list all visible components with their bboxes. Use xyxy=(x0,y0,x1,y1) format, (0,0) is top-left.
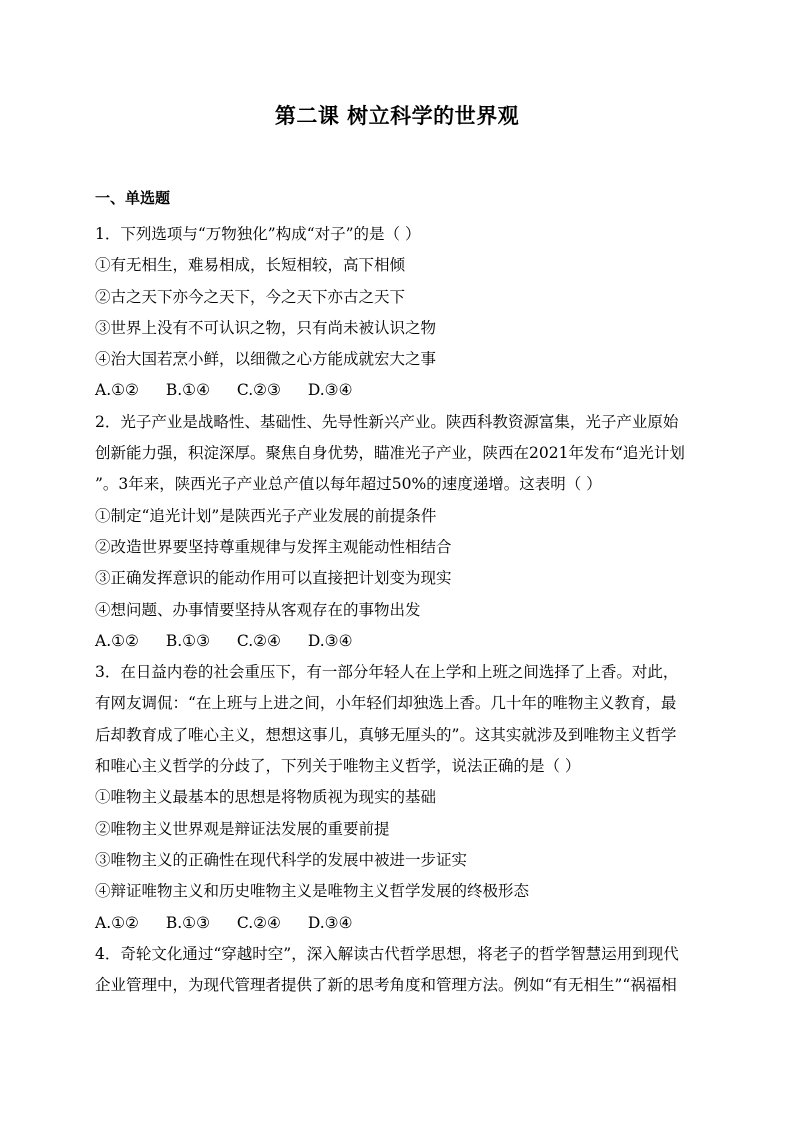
question-2-statement-2: ②改造世界要坚持尊重规律与发挥主观能动性相结合 xyxy=(95,537,452,556)
question-3-stem-line-2: 有网友调侃：“在上班与上进之间，小年轻们却独选上香。几十年的唯物主义教育，最 xyxy=(95,694,677,713)
question-2-statement-3: ③正确发挥意识的能动作用可以直接把计划变为现实 xyxy=(95,569,452,588)
question-3-choice-d: D.③④ xyxy=(307,913,353,932)
question-3-statement-3: ③唯物主义的正确性在现代科学的发展中被进一步证实 xyxy=(95,850,468,869)
question-3-stem-line-1: 3．在日益内卷的社会重压下，有一部分年轻人在上学和上班之间选择了上香。对此， xyxy=(95,663,679,682)
question-3-stem-line-3: 后却教育成了唯心主义，想想这事儿，真够无厘头的”。这其实就涉及到唯物主义哲学 xyxy=(95,725,677,744)
question-1-choice-c: C.②③ xyxy=(236,381,281,400)
question-3-stem-line-4: 和唯心主义哲学的分歧了，下列关于唯物主义哲学，说法正确的是（ ） xyxy=(95,757,581,776)
question-3 xyxy=(95,657,699,939)
question-1-choice-a: A.①② xyxy=(95,381,139,400)
question-3-choices xyxy=(95,908,699,939)
question-2-statement-4: ④想问题、办事情要坚持从客观存在的事物出发 xyxy=(95,600,421,619)
question-2-choice-d: D.③④ xyxy=(307,631,353,650)
question-3-choice-b: B.①③ xyxy=(165,913,210,932)
question-3-statement-2: ②唯物主义世界观是辩证法发展的重要前提 xyxy=(95,819,390,838)
question-1-choices xyxy=(95,375,699,406)
question-3-choice-c: C.②④ xyxy=(236,913,281,932)
question-1-statement-2: ②古之天下亦今之天下，今之天下亦古之天下 xyxy=(95,287,406,306)
question-3-statement-4: ④辩证唯物主义和历史唯物主义是唯物主义哲学发展的终极形态 xyxy=(95,882,530,901)
question-2-stem-line-3: ”。3年来，陕西光子产业总产值以每年超过50%的速度递增。这表明（ ） xyxy=(95,475,602,494)
question-1-statement-3: ③世界上没有不可认识之物，只有尚未被认识之物 xyxy=(95,318,437,337)
question-2-choice-b: B.①③ xyxy=(165,631,210,650)
question-3-choice-a: A.①② xyxy=(95,913,139,932)
section-heading: 一、单选题 xyxy=(95,189,171,207)
question-1-statement-4: ④治大国若烹小鲜，以细微之心方能成就宏大之事 xyxy=(95,350,437,369)
question-1 xyxy=(95,219,699,407)
question-1-choice-b: B.①④ xyxy=(165,381,210,400)
question-list xyxy=(95,219,699,1001)
question-2-stem-line-1: 2．光子产业是战略性、基础性、先导性新兴产业。陕西科教资源富集，光子产业原始 xyxy=(95,412,679,431)
question-2-stem-line-2: 创新能力强，积淀深厚。聚焦自身优势，瞄准光子产业，陕西在2021年发布“追光计划 xyxy=(95,444,685,463)
document-title: 第二课 树立科学的世界观 xyxy=(274,104,520,128)
question-2 xyxy=(95,407,699,657)
question-2-choices xyxy=(95,626,699,657)
question-3-statement-1: ①唯物主义最基本的思想是将物质视为现实的基础 xyxy=(95,788,437,807)
question-2-choice-c: C.②④ xyxy=(236,631,281,650)
question-1-choice-d: D.③④ xyxy=(307,381,353,400)
question-2-statement-1: ①制定“追光计划”是陕西光子产业发展的前提条件 xyxy=(95,506,437,525)
question-1-statement-1: ①有无相生，难易相成，长短相较，高下相倾 xyxy=(95,256,406,275)
question-4 xyxy=(95,939,699,1002)
question-2-choice-a: A.①② xyxy=(95,631,139,650)
question-4-stem-line-2: 企业管理中，为现代管理者提供了新的思考角度和管理方法。例如“有无相生”“祸福相 xyxy=(95,976,677,995)
question-1-stem-line-1: 1．下列选项与“万物独化”构成“对子”的是（ ） xyxy=(95,225,421,243)
question-4-stem-line-1: 4．奇轮文化通过“穿越时空”，深入解读古代哲学思想，将老子的哲学智慧运用到现代 xyxy=(95,944,679,963)
